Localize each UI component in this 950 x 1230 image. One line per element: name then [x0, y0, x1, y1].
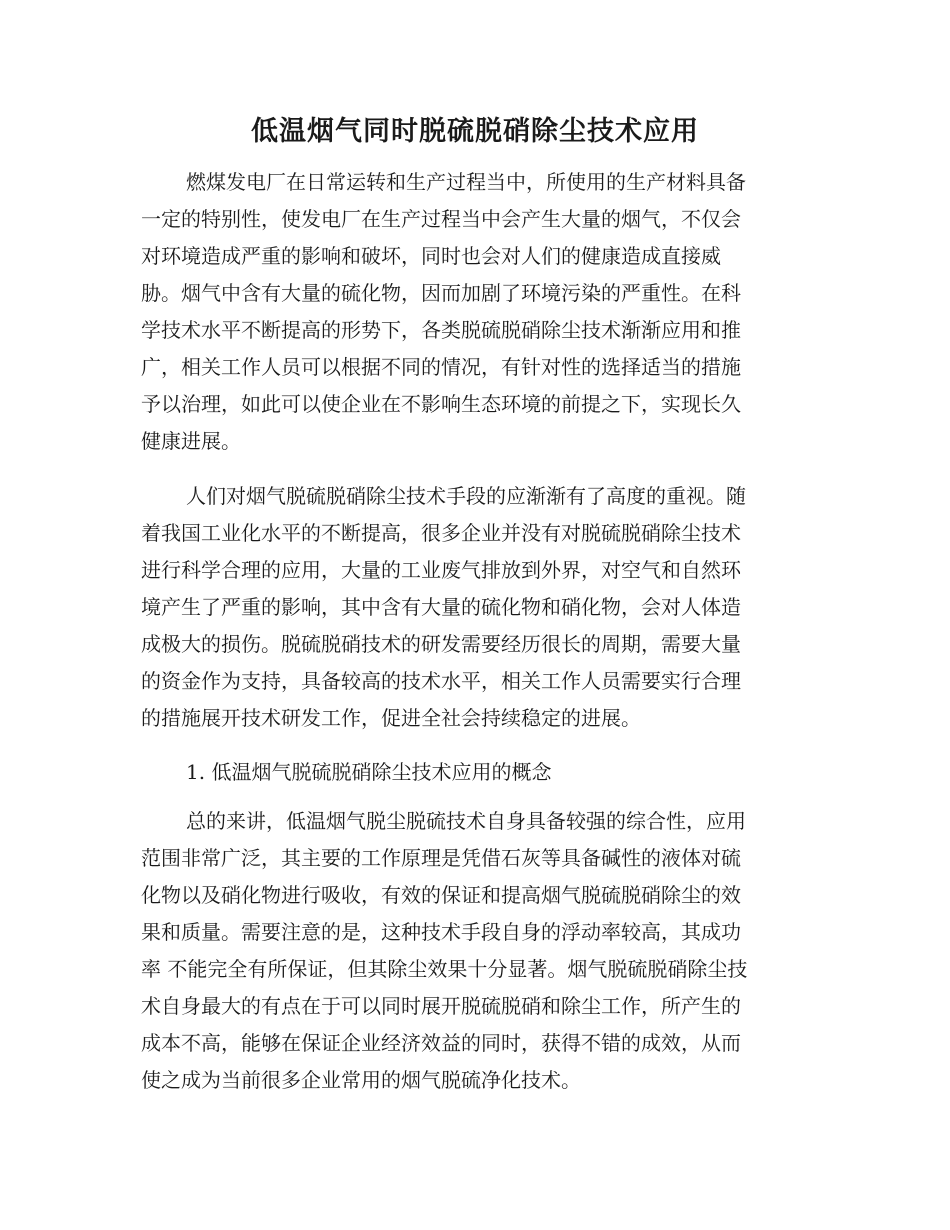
paragraph-line: 人们对烟气脱硫脱硝除尘技术手段的应渐渐有了高度的重视。随	[186, 484, 746, 508]
paragraph-importance	[141, 478, 797, 737]
paragraph-line: 的措施展开技术研发工作，促进全社会持续稳定的进展。	[141, 706, 641, 730]
paragraph-line: 果和质量。需要注意的是，这种技术手段自身的浮动率较高，其成功	[141, 920, 741, 944]
paragraph-line: 予以治理，如此可以使企业在不影响生态环境的前提之下，实现长久	[141, 392, 741, 416]
paragraph-line: 成本不高，能够在保证企业经济效益的同时，获得不错的成效，从而	[141, 1031, 741, 1055]
paragraph-line: 的资金作为支持，具备较高的技术水平，相关工作人员需要实行合理	[141, 669, 741, 693]
paragraph-line: 术自身最大的有点在于可以同时展开脱硫脱硝和除尘工作，所产生的	[141, 994, 741, 1018]
paragraph-line: 一定的特别性，使发电厂在生产过程当中会产生大量的烟气，不仅会	[141, 207, 741, 231]
paragraph-line: 广，相关工作人员可以根据不同的情况，有针对性的选择适当的措施	[141, 355, 741, 379]
paragraph-line: 范围非常广泛，其主要的工作原理是凭借石灰等具备碱性的液体对硫	[141, 846, 741, 870]
paragraph-line: 进行科学合理的应用，大量的工业废气排放到外界，对空气和自然环	[141, 558, 741, 582]
paragraph-line: 燃煤发电厂在日常运转和生产过程当中，所使用的生产材料具备	[186, 170, 746, 194]
paragraph-line: 率 不能完全有所保证，但其除尘效果十分显著。烟气脱硫脱硝除尘技	[141, 957, 748, 981]
paragraph-line: 健康进展。	[141, 429, 241, 453]
section-heading	[141, 754, 797, 791]
paragraph-line: 着我国工业化水平的不断提高，很多企业并没有对脱硫脱硝除尘技术	[141, 521, 741, 545]
paragraph-line: 境产生了严重的影响，其中含有大量的硫化物和硝化物，会对人体造	[141, 595, 741, 619]
paragraph-intro	[141, 164, 797, 460]
paragraph-line: 成极大的损伤。脱硫脱硝技术的研发需要经历很长的周期，需要大量	[141, 632, 741, 656]
paragraph-line: 胁。烟气中含有大量的硫化物，因而加剧了环境污染的严重性。在科	[141, 281, 741, 305]
paragraph-line: 化物以及硝化物进行吸收，有效的保证和提高烟气脱硫脱硝除尘的效	[141, 883, 741, 907]
paragraph-line: 对环境造成严重的影响和破坏，同时也会对人们的健康造成直接威	[141, 244, 721, 268]
paragraph-line: 总的来讲，低温烟气脱尘脱硫技术自身具备较强的综合性，应用	[186, 809, 746, 833]
paragraph-line: 使之成为当前很多企业常用的烟气脱硫净化技术。	[141, 1068, 581, 1092]
paragraph-concept	[141, 803, 797, 1099]
document-title: 低温烟气同时脱硫脱硝除尘技术应用	[251, 116, 699, 147]
paragraph-line: 学技术水平不断提高的形势下，各类脱硫脱硝除尘技术渐渐应用和推	[141, 318, 741, 342]
section-heading-text: 1. 低温烟气脱硫脱硝除尘技术应用的概念	[186, 760, 552, 784]
